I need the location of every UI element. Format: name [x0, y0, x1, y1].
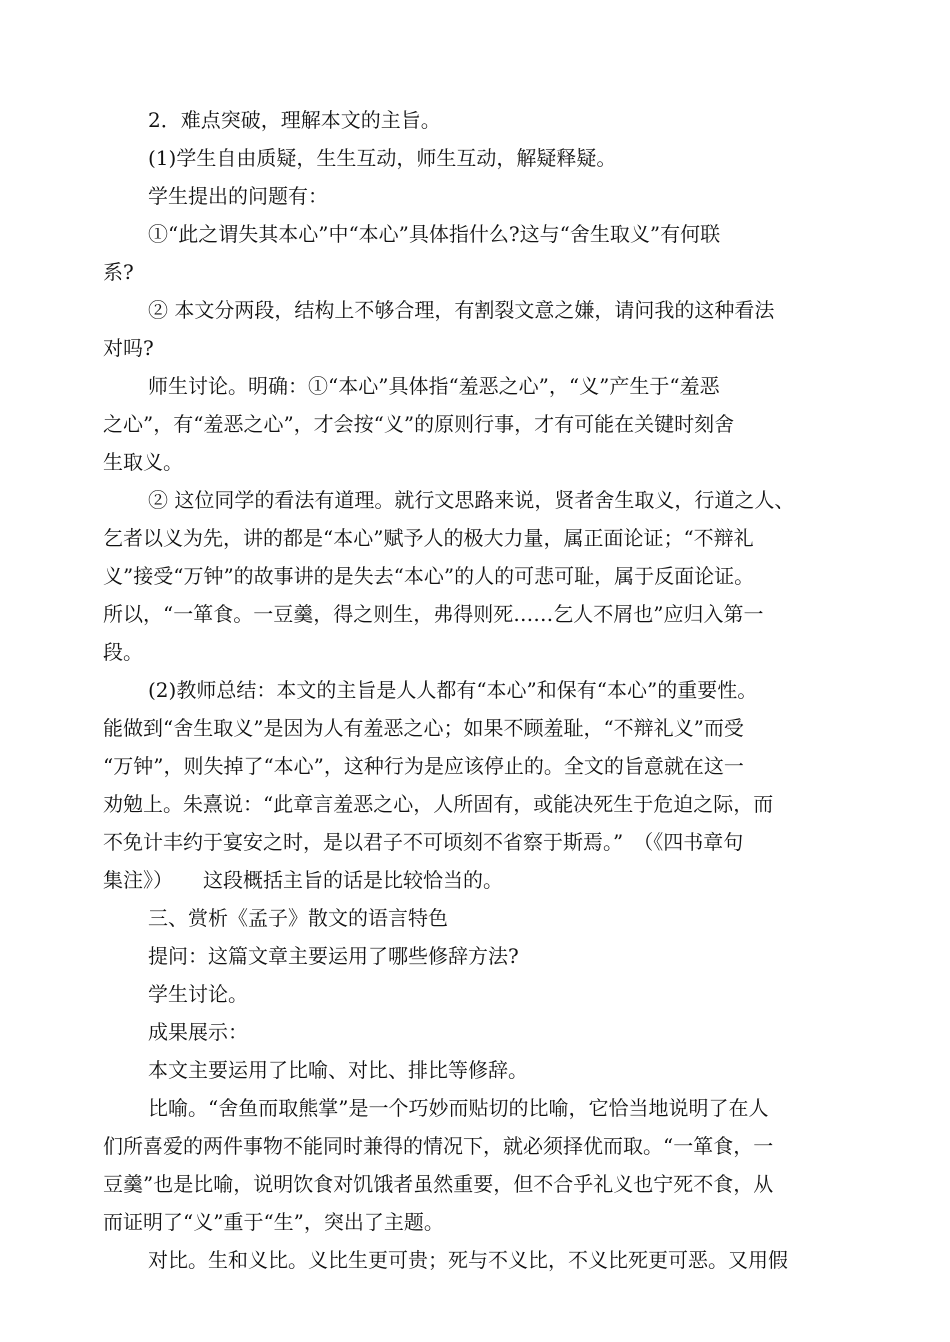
- text-line: ② 这位同学的看法有道理。就行文思路来说，贤者舍生取义，行道之人、: [148, 488, 795, 512]
- text-line: 之心”，有“羞恶之心”，才会按“义”的原则行事，才有可能在关键时刻舍: [103, 412, 735, 436]
- text-line: 对比。生和义比。义比生更可贵；死与不义比，不义比死更可恶。又用假: [148, 1248, 788, 1272]
- text-line: ①“此之谓失其本心”中“本心”具体指什么?这与“舍生取义”有何联: [148, 222, 721, 246]
- text-line: 学生提出的问题有：: [148, 184, 328, 208]
- text-line: 本文主要运用了比喻、对比、排比等修辞。: [148, 1058, 528, 1082]
- text-line: 能做到“舍生取义”是因为人有羞恶之心；如果不顾羞耻，“不辩礼义”而受: [103, 716, 744, 740]
- text-line: 段。: [103, 640, 143, 664]
- text-line: “万钟”，则失掉了“本心”，这种行为是应该停止的。全文的旨意就在这一: [103, 754, 744, 778]
- text-line: 生取义。: [103, 450, 183, 474]
- text-line: ② 本文分两段，结构上不够合理，有割裂文意之嫌，请问我的这种看法: [148, 298, 775, 322]
- text-line: 师生讨论。明确：①“本心”具体指“羞恶之心”，“义”产生于“羞恶: [148, 374, 720, 398]
- text-line: 而证明了“义”重于“生”，突出了主题。: [103, 1210, 444, 1234]
- text-line: 成果展示：: [148, 1020, 248, 1044]
- text-line: (2)教师总结：本文的主旨是人人都有“本心”和保有“本心”的重要性。: [148, 678, 758, 702]
- text-line: 所以，“一箪食。一豆羹，得之则生，弗得则死……乞人不屑也”应归入第一: [103, 602, 764, 626]
- text-line: (1)学生自由质疑，生生互动，师生互动，解疑释疑。: [148, 146, 617, 170]
- text-line: 不免计丰约于宴安之时，是以君子不可顷刻不省察于斯焉。” （《四书章句: [103, 830, 744, 854]
- text-line: 对吗?: [103, 336, 154, 360]
- text-line: 提问：这篇文章主要运用了哪些修辞方法?: [148, 944, 519, 968]
- text-line: 豆羹”也是比喻，说明饮食对饥饿者虽然重要，但不合乎礼义也宁死不食，从: [103, 1172, 774, 1196]
- text-line: 乞者以义为先，讲的都是“本心”赋予人的极大力量，属正面论证；“不辩礼: [103, 526, 754, 550]
- text-line: 系?: [103, 260, 134, 284]
- text-line: 劝勉上。朱熹说：“此章言羞恶之心，人所固有，或能决死生于危迫之际，而: [103, 792, 774, 816]
- text-line: 学生讨论。: [148, 982, 248, 1006]
- text-line: 2．难点突破，理解本文的主旨。: [148, 108, 441, 132]
- text-line: 们所喜爱的两件事物不能同时兼得的情况下，就必须择优而取。“一箪食，一: [103, 1134, 774, 1158]
- text-line: 比喻。“舍鱼而取熊掌”是一个巧妙而贴切的比喻，它恰当地说明了在人: [148, 1096, 769, 1120]
- text-line: 义”接受“万钟”的故事讲的是失去“本心”的人的可悲可耻，属于反面论证。: [103, 564, 755, 588]
- text-line: 集注》） 这段概括主旨的话是比较恰当的。: [103, 868, 503, 892]
- section-heading: 三、赏析《孟子》散文的语言特色: [148, 906, 448, 930]
